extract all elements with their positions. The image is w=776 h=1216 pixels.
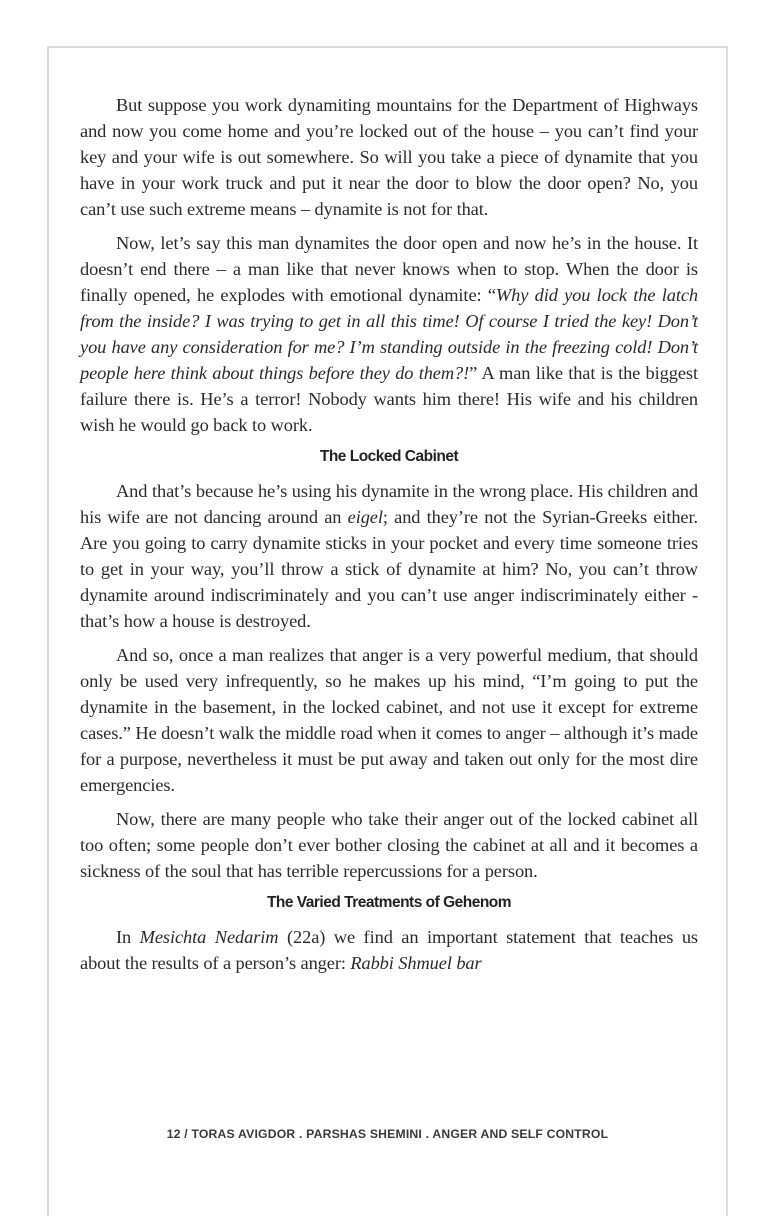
running-footer: 12 / TORAS AVIGDOR . PARSHAS SHEMINI . ANGER AND SELF CONTROL — [166, 1127, 609, 1141]
paragraph-group — [80, 924, 698, 976]
paragraph-group — [80, 92, 698, 438]
text-run: Now, there are many people who take their anger out of the locked cabinet all too often; some people don’t ever bother closing the cabinet at all and it becomes a sickness of the soul that has terrible repercussions for a person. — [80, 809, 698, 881]
section-heading: The Locked Cabinet — [319, 448, 459, 465]
section-heading: The Varied Treatments of Gehenom — [266, 894, 512, 911]
body-paragraph — [80, 806, 698, 884]
text-run: And that’s because he’s using his dynamite in the wrong place. His children and his wife are not dancing around an — [80, 481, 698, 527]
italic-text: eigel — [347, 507, 383, 527]
text-run: ; and they’re not the Syrian-Greeks either. Are you going to carry dynamite sticks in your pocket and every time someone tries to get in your way, you’ll throw a stick of dynamite at him? No, you can’t throw dynamite around indiscriminately and you can’t use anger indiscriminately either - that’s how a house is destroyed. — [80, 507, 698, 631]
italic-text: Mesichta Nedarim — [139, 927, 279, 947]
body-paragraph — [80, 642, 698, 798]
body-paragraph — [80, 924, 698, 976]
text-run: But suppose you work dynamiting mountains for the Department of Highways and now you come home and you’re locked out of the house – you can’t find your key and your wife is out somewhere. So will you take a piece of dynamite that you have in your work truck and put it near the door to blow the door open? No, you can’t use such extreme means – dynamite is not for that. — [80, 95, 698, 219]
italic-text: Why did you lock the latch from the inside? I was trying to get in all this time! Of course I tried the key! Don’t you have any consideration for me? I’m standing outside in the freezing cold! Don’t people here think about things before they do them?! — [80, 285, 698, 383]
text-run: And so, once a man realizes that anger is a very powerful medium, that should only be used very infrequently, so he makes up his mind, “I’m going to put the dynamite in the basement, in the locked cabinet, and not use it except for extreme cases.” He doesn’t walk the middle road when it comes to anger – although it’s made for a purpose, nevertheless it must be put away and taken out only for the most dire emergencies. — [80, 645, 698, 795]
body-paragraph — [80, 230, 698, 438]
body-paragraph — [80, 92, 698, 222]
body-paragraph — [80, 478, 698, 634]
text-run: Now, let’s say this man dynamites the door open and now he’s in the house. It doesn’t end there – a man like that never knows when to stop. When the door is finally opened, he explodes with emotional dynamite: “ — [80, 233, 698, 305]
italic-text: Rabbi Shmuel bar — [350, 953, 482, 973]
paragraph-group — [80, 478, 698, 884]
text-run: ” A man like that is the biggest failure there is. He’s a terror! Nobody wants him there! His wife and his children wish he would go back to work. — [80, 363, 698, 435]
text-run: In — [116, 927, 140, 947]
page-body — [80, 92, 698, 984]
book-page — [47, 46, 728, 1216]
text-run: (22a) we find an important statement that teaches us about the results of a person’s anger: — [80, 927, 698, 973]
